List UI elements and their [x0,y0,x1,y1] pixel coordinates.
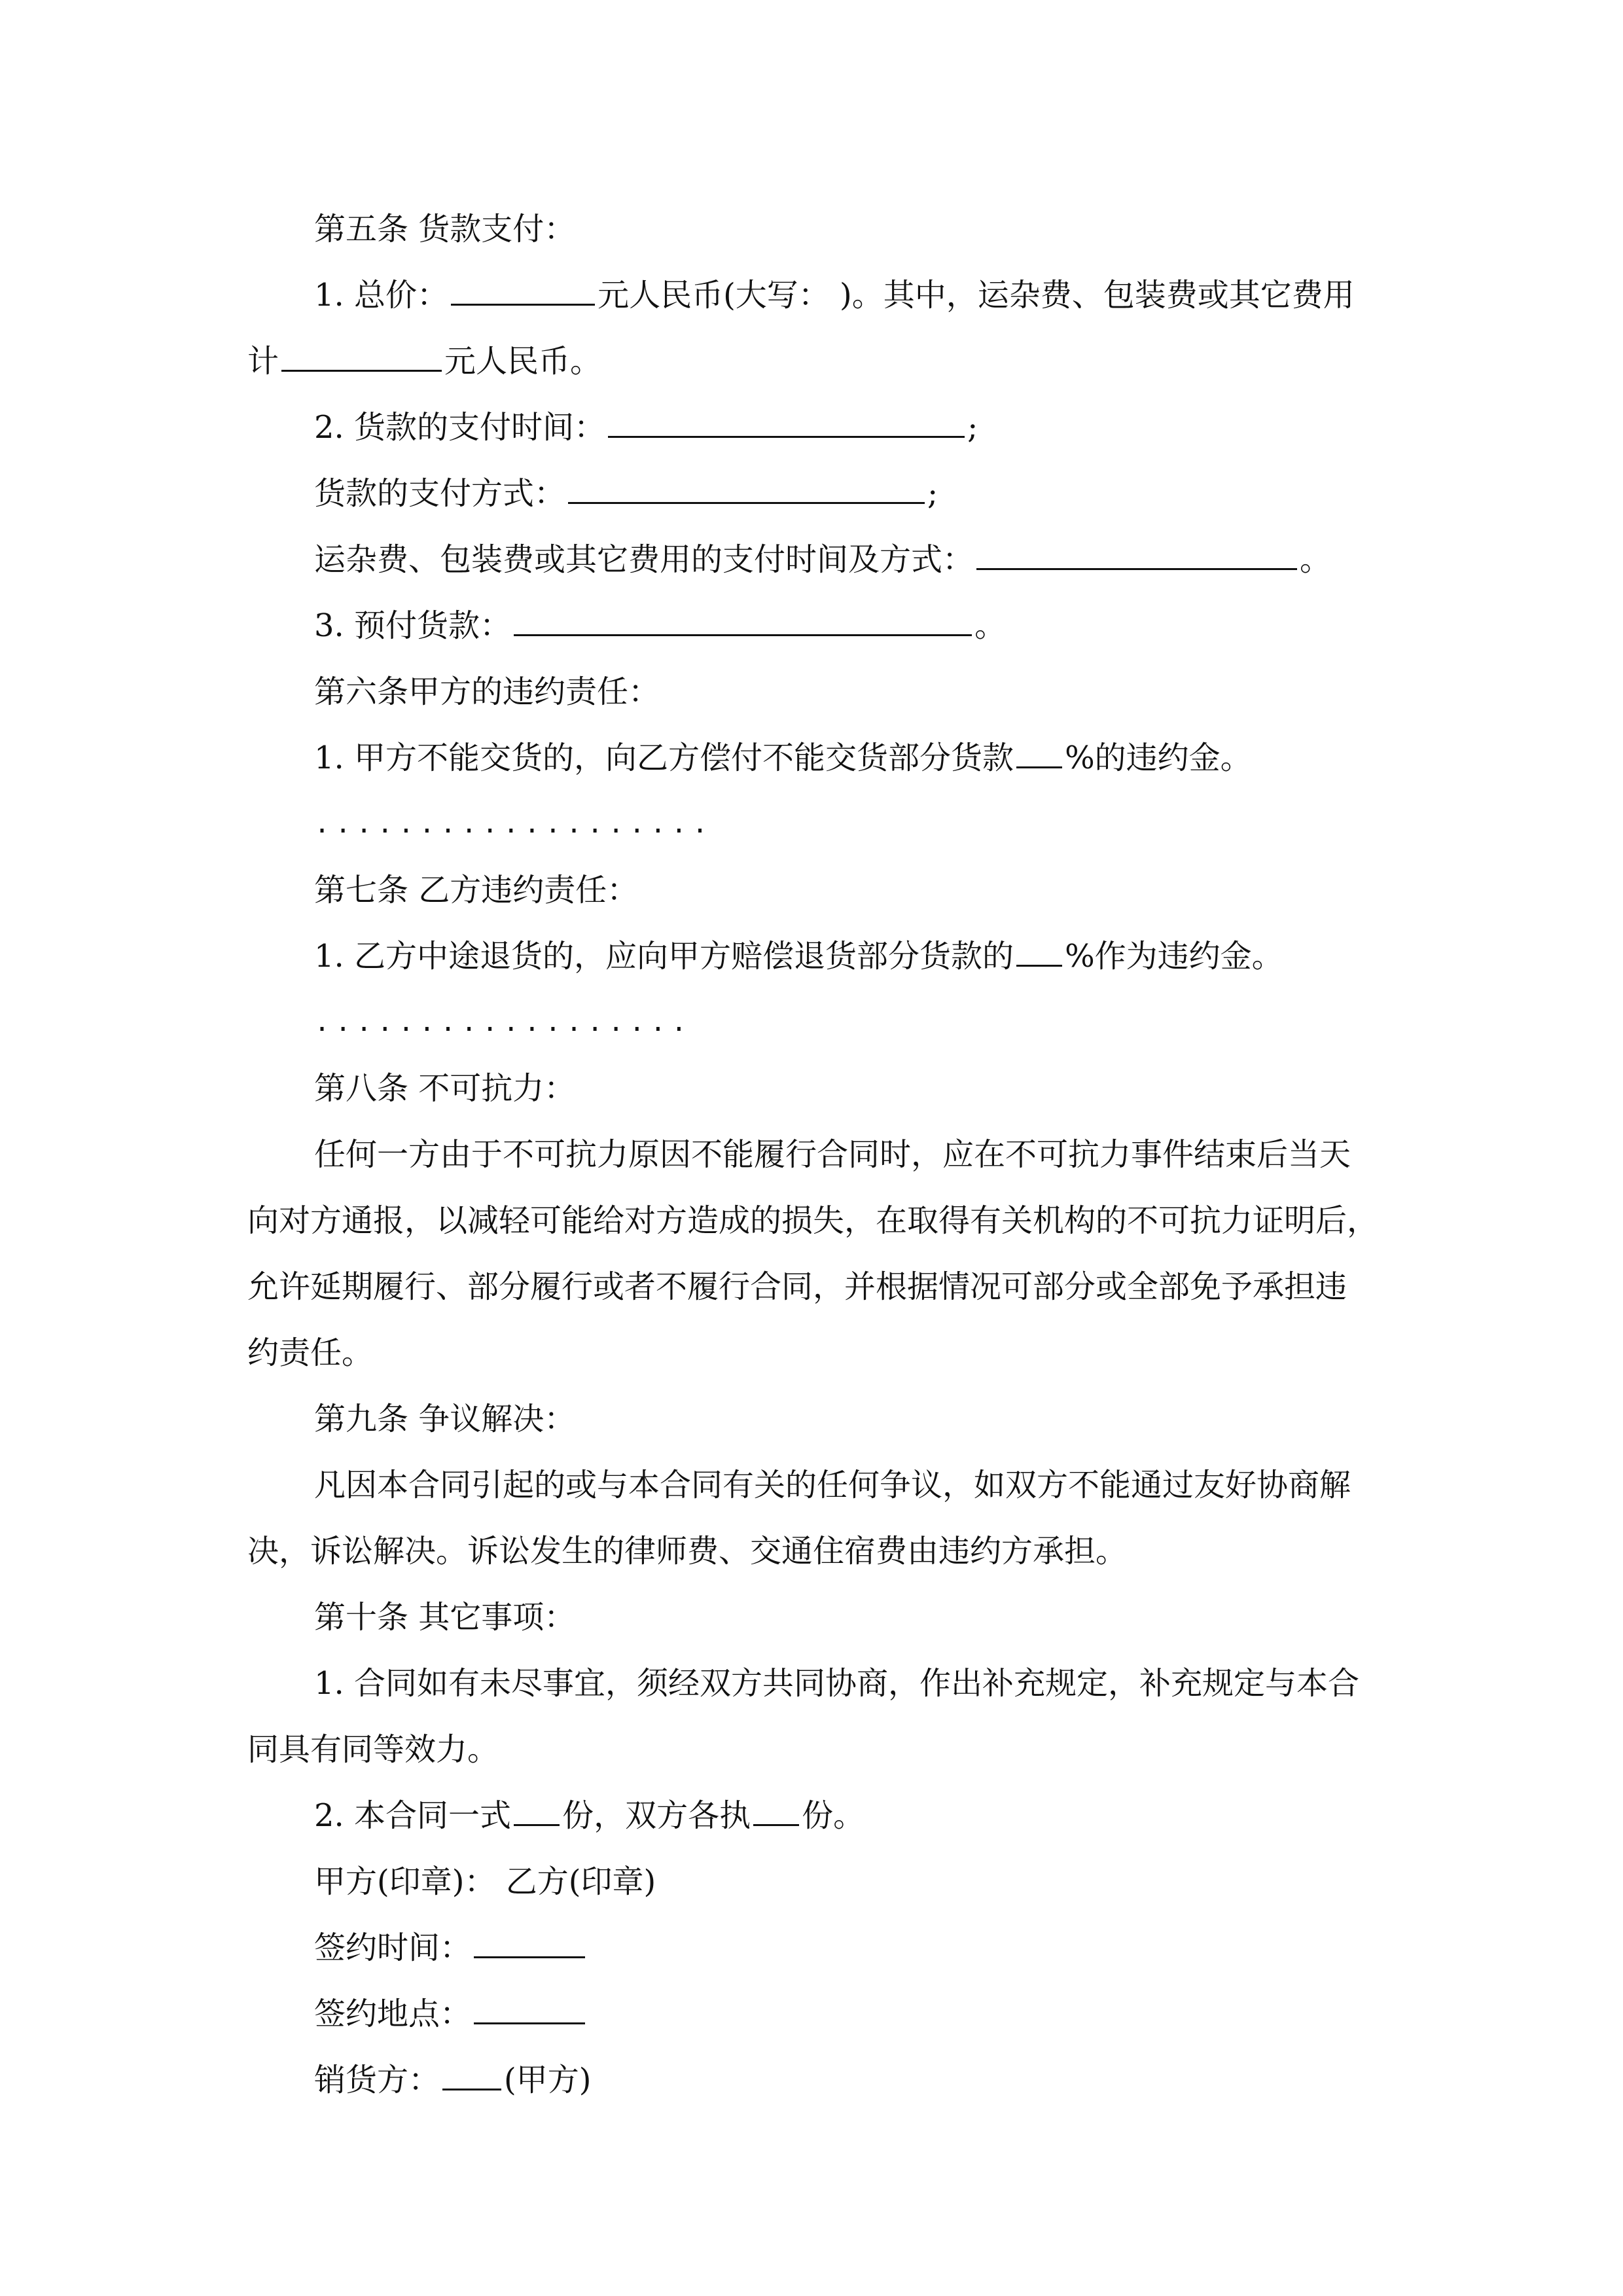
sign-place-line [247,1981,1380,2047]
article8-body-line4: 约责任。 [247,1335,374,1371]
total-price-prefix: 1. 总价： [314,277,449,314]
copies-prefix: 2. 本合同一式 [314,1797,512,1834]
payment-method-line [247,461,1380,527]
fees-time-method-line [247,527,1380,593]
article9-body-line2: 决，诉讼解决。诉讼发生的律师费、交通住宿费由违约方承担。 [247,1533,1128,1570]
fees-amount-line [247,329,1380,395]
fees-time-method-end: 。 [1300,541,1332,578]
article10-clause1-line1: 1. 合同如有未尽事宜，须经双方共同协商，作出补充规定，补充规定与本合 [314,1665,1360,1702]
article7-title: 第七条 乙方违约责任： [314,872,639,908]
seller-suffix: (甲方) [504,2062,592,2098]
fees-suffix: 元人民币。 [444,343,602,380]
article10-clause2 [247,1783,1380,1849]
article7-clause1 [247,924,1380,990]
article6-percent-blank [1016,743,1062,768]
total-price-mid: 元人民币(大写： )。其中，运杂费、包装费或其它费用 [597,277,1355,314]
prepayment-label: 3. 预付货款： [314,607,512,644]
total-price-blank [451,280,595,306]
copies-each-blank [753,1801,799,1826]
article6-clause1-suffix: %的违约金。 [1065,740,1252,776]
payment-method-blank [568,478,925,504]
article7-clause1-prefix: 1. 乙方中途退货的，应向甲方赔偿退货部分货款的 [314,938,1014,975]
seller-line [247,2047,1380,2113]
article5-title: 第五条 货款支付： [314,211,576,247]
sign-place-label: 签约地点： [314,1996,472,2032]
article7-ellipsis: .................. [314,1007,692,1037]
article9-title: 第九条 争议解决： [314,1401,576,1437]
sign-time-blank [474,1933,585,1958]
total-price-line [247,262,1380,329]
payment-method-end: ; [927,475,938,512]
copies-mid: 份，双方各执 [562,1797,751,1834]
fees-time-method-label: 运杂费、包装费或其它费用的支付时间及方式： [314,541,974,578]
fees-prefix: 计 [247,343,279,380]
payment-time-line [247,395,1380,461]
contract-body [247,196,1380,2113]
sign-time-line [247,1915,1380,1981]
article8-body-line3: 允许延期履行、部分履行或者不履行合同，并根据情况可部分或全部免予承担违 [247,1268,1347,1305]
seller-blank [442,2065,501,2090]
article10-title: 第十条 其它事项： [314,1599,576,1636]
article6-clause1-prefix: 1. 甲方不能交货的，向乙方偿付不能交货部分货款 [314,740,1014,776]
copies-suffix: 份。 [802,1797,865,1834]
prepayment-blank [514,611,972,636]
article6-ellipsis: ................... [314,809,713,839]
fees-amount-blank [281,346,442,372]
payment-time-end: ; [967,409,978,446]
article6-title: 第六条甲方的违约责任： [314,673,660,710]
prepayment-end: 。 [974,607,1007,644]
article6-clause1 [247,725,1380,791]
article9-body-line1: 凡因本合同引起的或与本合同有关的任何争议，如双方不能通过友好协商解 [314,1467,1351,1503]
sign-place-blank [474,1999,585,2024]
article8-body-line1: 任何一方由于不可抗力原因不能履行合同时，应在不可抗力事件结束后当天 [314,1136,1351,1173]
article10-clause1-line2: 同具有同等效力。 [247,1731,499,1768]
fees-time-method-blank [976,545,1297,570]
sign-time-label: 签约时间： [314,1929,472,1966]
article7-percent-blank [1016,941,1062,967]
article8-body-line2: 向对方通报，以减轻可能给对方造成的损失，在取得有关机构的不可抗力证明后， [247,1202,1379,1239]
seller-label: 销货方： [314,2062,440,2098]
payment-method-label: 货款的支付方式： [314,475,566,512]
copies-total-blank [514,1801,560,1826]
article8-title: 第八条 不可抗力： [314,1070,576,1107]
payment-time-label: 2. 货款的支付时间： [314,409,606,446]
parties-seal-line: 甲方(印章)： 乙方(印章) [314,1863,656,1900]
payment-time-blank [608,412,965,438]
article7-clause1-suffix: %作为违约金。 [1065,938,1283,975]
prepayment-line [247,593,1380,659]
